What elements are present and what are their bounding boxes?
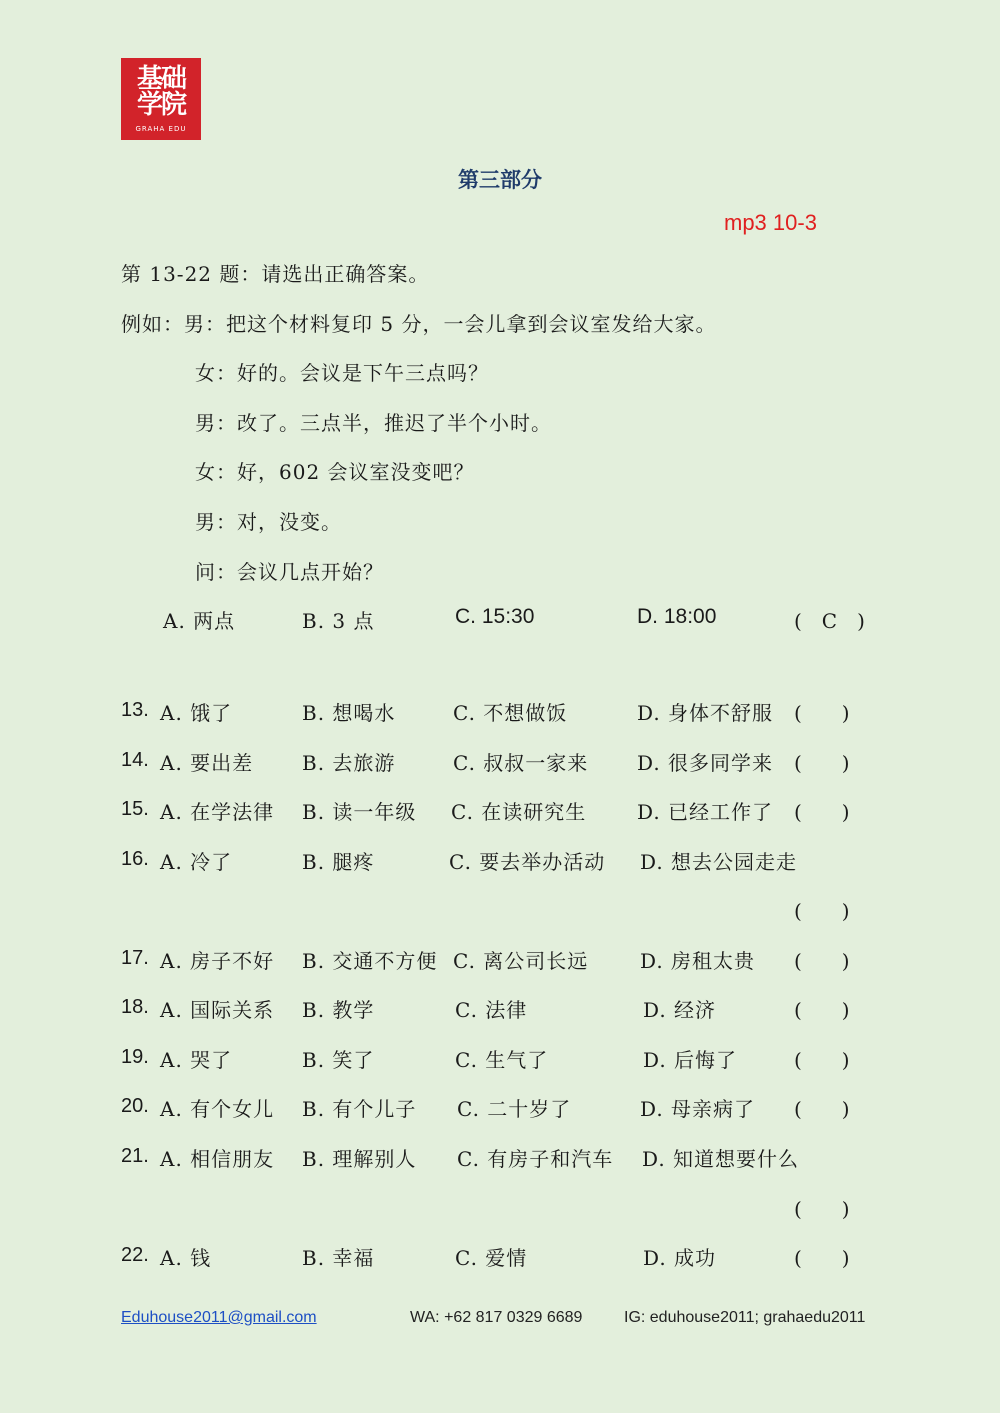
option-22-b: B. 幸福 bbox=[302, 1246, 375, 1270]
example-line-5: 男：对，没变。 bbox=[195, 510, 342, 534]
example-option-d: D. 18:00 bbox=[637, 605, 717, 628]
instruction: 第 13-22 题：请选出正确答案。 bbox=[121, 262, 430, 286]
example-option-b: B. 3 点 bbox=[302, 609, 375, 633]
example-line-1: 例如：男：把这个材料复印 5 分，一会儿拿到会议室发给大家。 bbox=[121, 312, 717, 336]
question-number: 21. bbox=[121, 1145, 149, 1167]
footer-whatsapp: WA: +62 817 0329 6689 bbox=[410, 1309, 583, 1326]
answer-blank-17[interactable]: ( ) bbox=[794, 949, 850, 973]
option-14-a: A. 要出差 bbox=[160, 751, 254, 775]
option-16-d: D. 想去公园走走 bbox=[640, 850, 798, 874]
answer-blank-15[interactable]: ( ) bbox=[794, 800, 850, 824]
logo-mark: 基础 学院 bbox=[136, 64, 185, 120]
option-20-c: C. 二十岁了 bbox=[457, 1097, 572, 1121]
question-number: 22. bbox=[121, 1244, 149, 1266]
logo bbox=[121, 58, 201, 140]
option-21-d: D. 知道想要什么 bbox=[642, 1147, 800, 1171]
option-19-b: B. 笑了 bbox=[302, 1048, 375, 1072]
option-22-a: A. 钱 bbox=[160, 1246, 212, 1270]
answer-blank-18[interactable]: ( ) bbox=[794, 998, 850, 1022]
option-22-c: C. 爱情 bbox=[455, 1246, 528, 1270]
option-21-c: C. 有房子和汽车 bbox=[457, 1147, 614, 1171]
option-13-d: D. 身体不舒服 bbox=[637, 701, 774, 725]
question-number: 20. bbox=[121, 1095, 149, 1117]
option-14-d: D. 很多同学来 bbox=[637, 751, 774, 775]
option-20-a: A. 有个女儿 bbox=[160, 1097, 275, 1121]
option-16-a: A. 冷了 bbox=[160, 850, 233, 874]
answer-blank-16[interactable]: ( ) bbox=[794, 899, 850, 923]
option-21-b: B. 理解别人 bbox=[302, 1147, 417, 1171]
example-answer: ( C ) bbox=[794, 609, 865, 633]
answer-blank-14[interactable]: ( ) bbox=[794, 751, 850, 775]
option-13-a: A. 饿了 bbox=[160, 701, 233, 725]
option-17-b: B. 交通不方便 bbox=[302, 949, 438, 973]
example-line-2: 女：好的。会议是下午三点吗？ bbox=[195, 361, 489, 385]
answer-blank-13[interactable]: ( ) bbox=[794, 701, 850, 725]
option-14-b: B. 去旅游 bbox=[302, 751, 396, 775]
question-number: 16. bbox=[121, 848, 149, 870]
option-20-d: D. 母亲病了 bbox=[640, 1097, 756, 1121]
option-19-a: A. 哭了 bbox=[160, 1048, 233, 1072]
option-21-a: A. 相信朋友 bbox=[160, 1147, 275, 1171]
example-option-c: C. 15:30 bbox=[455, 605, 535, 628]
option-18-c: C. 法律 bbox=[455, 998, 528, 1022]
answer-blank-21[interactable]: ( ) bbox=[794, 1197, 850, 1221]
option-15-d: D. 已经工作了 bbox=[637, 800, 774, 824]
option-20-b: B. 有个儿子 bbox=[302, 1097, 417, 1121]
answer-blank-20[interactable]: ( ) bbox=[794, 1097, 850, 1121]
question-number: 13. bbox=[121, 699, 149, 721]
example-line-3: 男：改了。三点半，推迟了半个小时。 bbox=[195, 411, 552, 435]
footer-instagram: IG: eduhouse2011; grahaedu2011 bbox=[624, 1309, 866, 1326]
example-line-4: 女：好，602 会议室没变吧？ bbox=[195, 460, 475, 484]
option-16-b: B. 腿疼 bbox=[302, 850, 375, 874]
option-18-d: D. 经济 bbox=[643, 998, 717, 1022]
answer-blank-19[interactable]: ( ) bbox=[794, 1048, 850, 1072]
option-15-c: C. 在读研究生 bbox=[451, 800, 587, 824]
option-15-a: A. 在学法律 bbox=[160, 800, 275, 824]
example-question: 问：会议几点开始？ bbox=[195, 560, 384, 584]
question-number: 19. bbox=[121, 1046, 149, 1068]
answer-blank-22[interactable]: ( ) bbox=[794, 1246, 850, 1270]
option-17-c: C. 离公司长远 bbox=[453, 949, 589, 973]
option-18-a: A. 国际关系 bbox=[160, 998, 275, 1022]
option-13-b: B. 想喝水 bbox=[302, 701, 396, 725]
logo-subtitle: GRAHA EDU bbox=[135, 125, 187, 133]
option-17-d: D. 房租太贵 bbox=[640, 949, 756, 973]
option-19-c: C. 生气了 bbox=[455, 1048, 549, 1072]
option-22-d: D. 成功 bbox=[643, 1246, 717, 1270]
question-number: 15. bbox=[121, 798, 149, 820]
option-13-c: C. 不想做饭 bbox=[453, 701, 568, 725]
option-15-b: B. 读一年级 bbox=[302, 800, 417, 824]
option-18-b: B. 教学 bbox=[302, 998, 375, 1022]
question-number: 18. bbox=[121, 996, 149, 1018]
footer-email-link[interactable]: Eduhouse2011@gmail.com bbox=[121, 1309, 317, 1326]
section-title: 第三部分 bbox=[458, 167, 542, 192]
example-option-a: A. 两点 bbox=[163, 609, 236, 633]
option-17-a: A. 房子不好 bbox=[160, 949, 275, 973]
option-14-c: C. 叔叔一家来 bbox=[453, 751, 589, 775]
question-row-13 bbox=[121, 697, 149, 722]
option-16-c: C. 要去举办活动 bbox=[449, 850, 606, 874]
option-19-d: D. 后悔了 bbox=[643, 1048, 738, 1072]
question-number: 17. bbox=[121, 947, 149, 969]
question-number: 14. bbox=[121, 749, 149, 771]
audio-label: mp3 10-3 bbox=[724, 210, 817, 235]
